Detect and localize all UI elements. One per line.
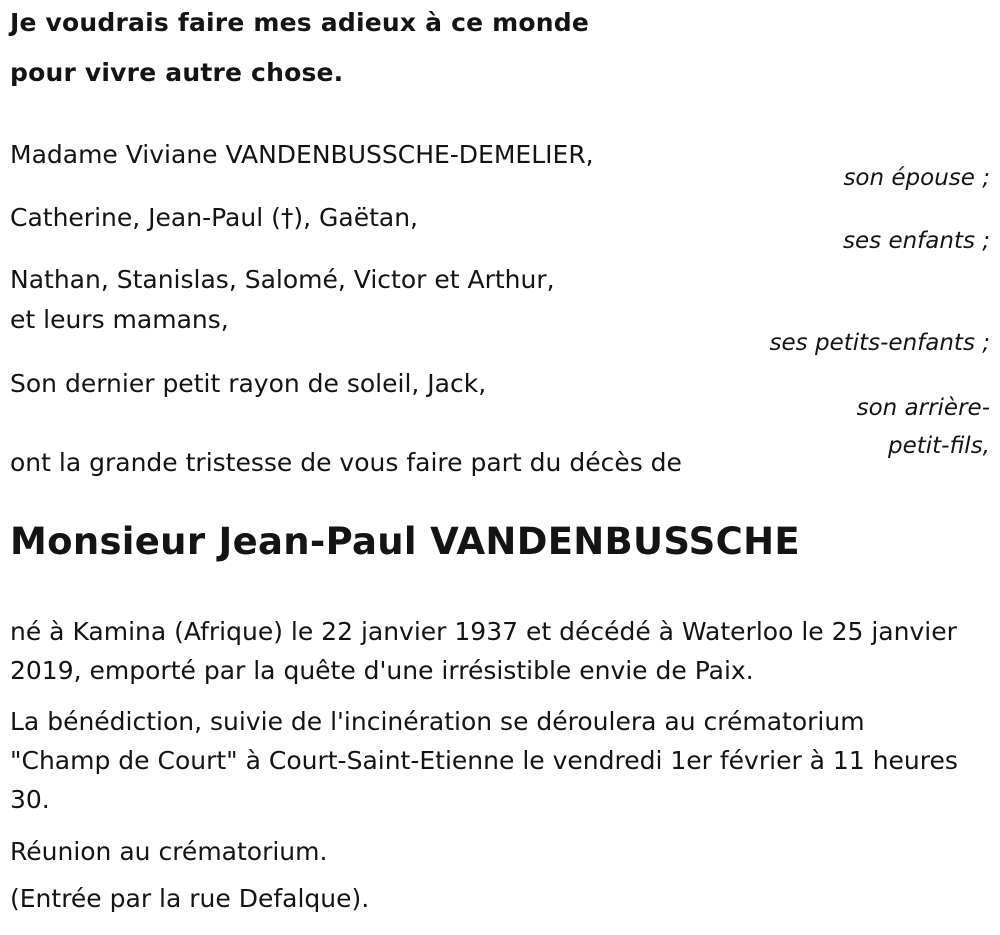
ceremony-paragraph: La bénédiction, suivie de l'incinération se déroulera au crématorium "Champ de Court" à Court-Saint-Etienne le vendredi 1er février à 11 heures 30. — [10, 707, 958, 814]
meeting-paragraph: Réunion au crématorium. — [10, 837, 328, 866]
relation-grandchildren: ses petits-enfants ; — [769, 330, 990, 356]
announcement-text: ont la grande tristesse de vous faire part du décès de — [10, 448, 682, 477]
family-children: Catherine, Jean-Paul (†), Gaëtan, — [10, 203, 418, 232]
family-grandchildren-line-2: et leurs mamans, — [10, 305, 229, 334]
family-wife: Madame Viviane VANDENBUSSCHE-DEMELIER, — [10, 140, 594, 169]
relation-wife: son épouse ; — [843, 165, 990, 191]
quote-line-2: pour vivre autre chose. — [10, 58, 344, 87]
deceased-name: Monsieur Jean-Paul VANDENBUSSCHE — [10, 520, 800, 563]
entrance-paragraph: (Entrée par la rue Defalque). — [10, 884, 370, 913]
birth-death-paragraph: né à Kamina (Afrique) le 22 janvier 1937 et décédé à Waterloo le 25 janvier 2019, emporté par la quête d'une irrésistible envie de Paix. — [10, 617, 957, 685]
family-grandchildren-line-1: Nathan, Stanislas, Salomé, Victor et Arthur, — [10, 265, 555, 294]
relation-great-grandchild-line-2: petit-fils, — [887, 433, 990, 459]
relation-children: ses enfants ; — [843, 228, 990, 254]
relation-great-grandchild-line-1: son arrière- — [856, 395, 990, 421]
quote-line-1: Je voudrais faire mes adieux à ce monde — [10, 8, 590, 37]
family-great-grandchild: Son dernier petit rayon de soleil, Jack, — [10, 369, 487, 398]
